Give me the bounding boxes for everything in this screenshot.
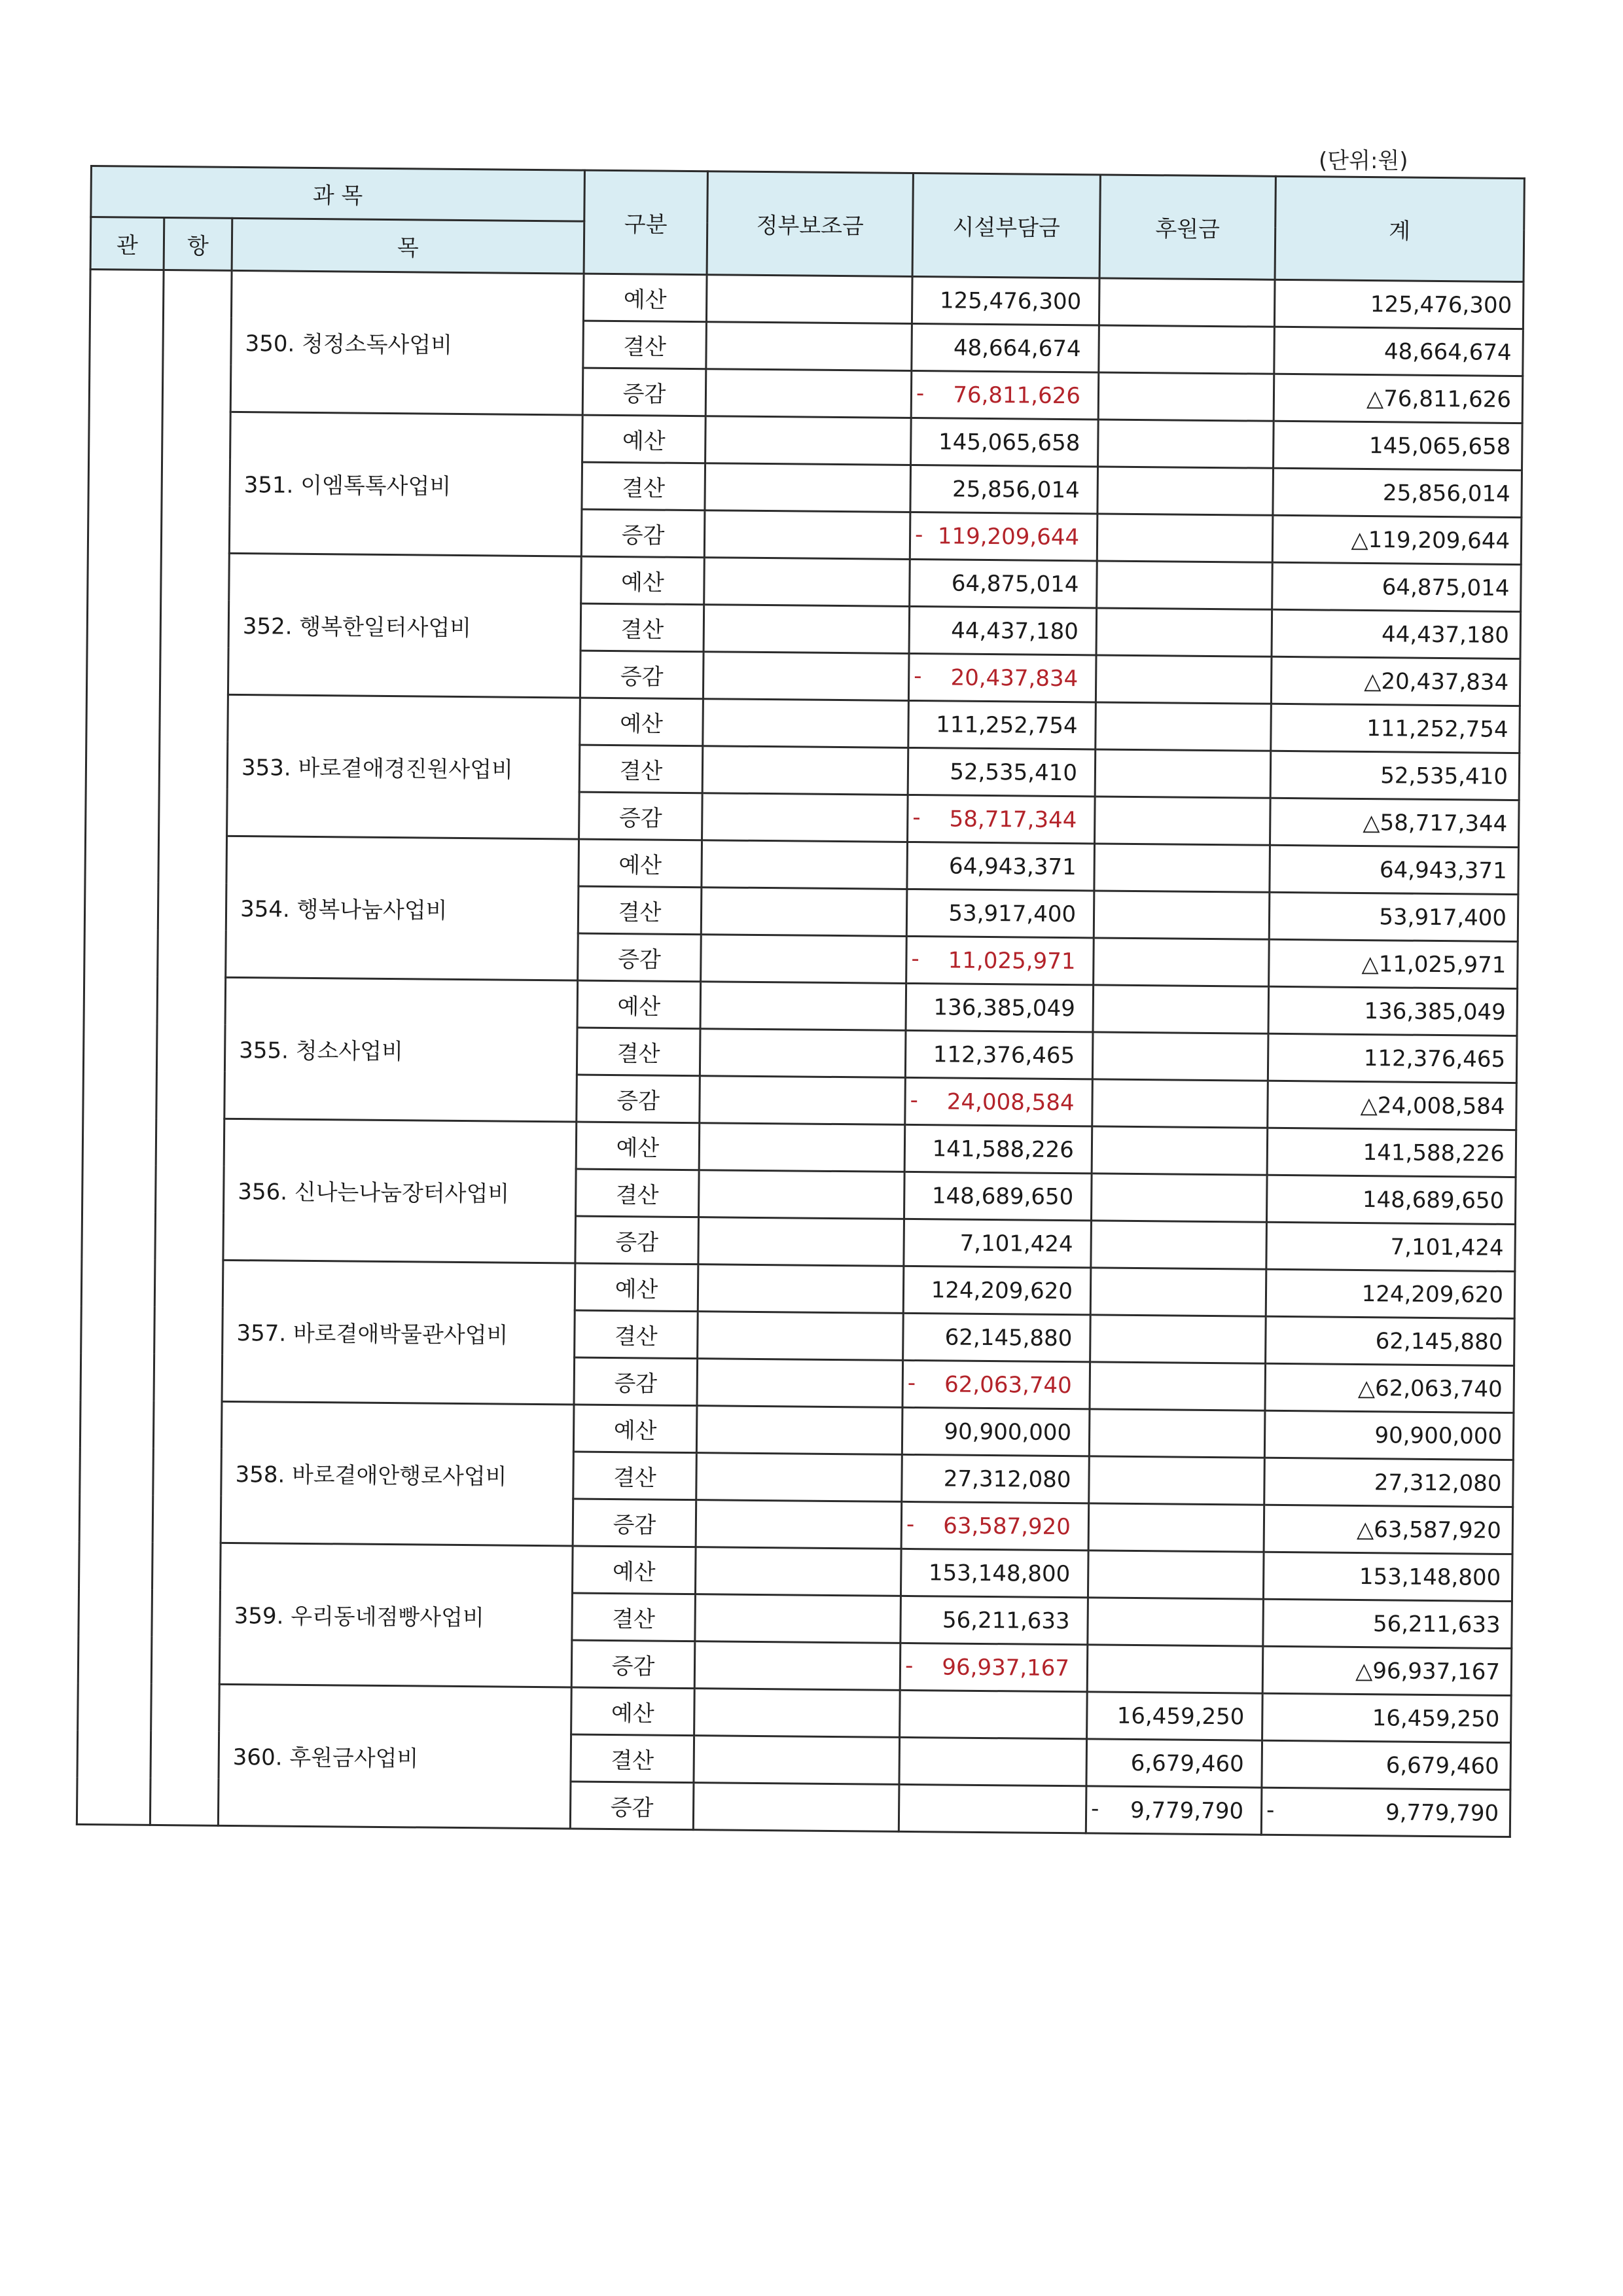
total-value: 125,476,300 [1370,291,1512,319]
facility-cell [912,323,1099,372]
donation-cell [1098,372,1274,421]
donation-cell [1088,1551,1264,1599]
table-header [90,166,1524,282]
facility-cell [909,606,1097,655]
facility-cell [912,276,1099,325]
total-cell [1264,1410,1514,1460]
facility-value: 112,376,465 [933,1041,1075,1069]
donation-cell [1089,1409,1265,1458]
government-subsidy-cell [698,1217,904,1266]
facility-value: 76,811,626 [953,382,1081,409]
total-value: 25,856,014 [1382,479,1510,507]
total-value: △20,437,834 [1364,668,1509,696]
government-subsidy-cell [696,1406,902,1455]
total-value: △24,008,584 [1360,1092,1505,1120]
total-value: 53,917,400 [1379,903,1507,931]
government-subsidy-cell [694,1689,901,1738]
gubun-cell: 결산 [575,1310,698,1359]
government-subsidy-cell [705,416,912,465]
hang-cell [150,270,232,1825]
facility-cell [906,936,1094,984]
government-subsidy-cell [703,699,909,748]
donation-cell [1088,1598,1264,1646]
header-donation: 후원금 [1099,175,1275,279]
total-value: △62,063,740 [1357,1374,1503,1403]
government-subsidy-cell [702,746,908,795]
gubun-cell: 결산 [571,1734,694,1783]
gubun-cell: 예산 [577,980,701,1029]
gubun-cell: 증감 [574,1357,698,1406]
facility-value: 62,145,880 [944,1323,1073,1352]
facility-cell [901,1501,1089,1550]
total-value: 48,664,674 [1383,338,1512,366]
mok-cell: 356. 신나는나눔장터사업비 [223,1119,577,1263]
facility-value: 7,101,424 [959,1230,1073,1257]
donation-cell [1092,1032,1268,1081]
mok-cell: 355. 청소사업비 [224,977,578,1122]
facility-cell [907,842,1095,890]
total-cell [1262,1646,1512,1695]
donation-cell [1094,938,1270,986]
donation-cell [1099,325,1275,374]
gubun-cell: 증감 [579,792,703,840]
facility-cell [902,1454,1090,1503]
total-cell [1269,939,1518,988]
total-value: 148,689,650 [1362,1186,1505,1214]
total-value: 141,588,226 [1363,1139,1505,1167]
gubun-cell: 증감 [580,651,704,699]
gubun-cell: 증감 [582,368,706,416]
facility-cell [906,983,1094,1031]
gubun-cell: 결산 [580,603,704,652]
minus-sign: - [1090,1795,1099,1822]
minus-sign: - [916,380,925,406]
gubun-cell: 증감 [577,1075,700,1123]
donation-cell [1096,608,1272,656]
facility-cell [910,559,1097,607]
donation-cell [1087,1645,1263,1693]
government-subsidy-cell [694,1641,901,1691]
government-subsidy-cell [705,369,912,418]
minus-sign: - [904,1652,914,1679]
total-cell [1267,1128,1516,1177]
gubun-cell: 결산 [583,321,707,369]
mok-cell: 357. 바로곁애박물관사업비 [222,1260,575,1405]
total-value: 145,065,658 [1368,432,1511,460]
mok-cell: 354. 행복나눔사업비 [226,836,579,980]
government-subsidy-cell [701,935,907,984]
gwan-cell [77,270,164,1825]
facility-value: 153,148,800 [928,1559,1071,1587]
total-cell [1264,1458,1514,1507]
government-subsidy-cell [699,1123,905,1172]
donation-cell [1090,1315,1266,1363]
government-subsidy-cell [702,840,908,889]
table-body [77,270,1524,1837]
total-value: 56,211,633 [1372,1610,1501,1638]
total-cell [1269,892,1518,941]
donation-cell [1096,702,1272,751]
government-subsidy-cell [700,982,906,1031]
donation-cell [1096,655,1272,704]
total-cell [1266,1316,1515,1365]
total-cell [1270,845,1519,894]
budget-table [76,165,1525,1838]
total-value: 64,943,371 [1379,856,1507,884]
facility-cell [905,1077,1093,1126]
donation-cell [1086,1739,1262,1787]
facility-cell [903,1313,1091,1361]
mok-cell: 353. 바로곁애경진원사업비 [227,694,580,839]
facility-cell [905,1030,1093,1079]
gubun-cell: 예산 [571,1687,695,1736]
total-cell [1274,327,1524,376]
donation-cell [1092,1079,1268,1128]
facility-cell [901,1549,1088,1597]
total-cell [1263,1599,1512,1648]
header-hang: 항 [164,217,232,270]
facility-cell [908,653,1096,702]
facility-value: 145,065,658 [938,428,1080,456]
gubun-cell: 증감 [575,1216,699,1265]
total-cell [1261,1787,1510,1837]
facility-cell [906,889,1094,937]
total-value: 153,148,800 [1359,1563,1501,1591]
total-value: 7,101,424 [1390,1233,1504,1261]
facility-cell [902,1407,1090,1456]
minus-sign: - [1266,1797,1275,1823]
total-value: 52,535,410 [1380,762,1508,790]
facility-value: 64,875,014 [951,570,1079,598]
donation-cell [1095,749,1271,798]
donation-cell [1095,797,1271,845]
facility-value: 141,588,226 [932,1135,1075,1163]
donation-cell [1094,891,1270,939]
facility-cell [899,1784,1086,1833]
total-value: △76,811,626 [1366,385,1512,413]
facility-value: 62,063,740 [944,1371,1072,1399]
total-value: △63,587,920 [1356,1516,1502,1544]
header-gubun: 구분 [584,170,707,275]
facility-value: 90,900,000 [944,1418,1072,1446]
government-subsidy-cell [694,1736,900,1785]
government-subsidy-cell [706,275,912,324]
government-subsidy-cell [704,511,910,560]
total-value: 16,459,250 [1372,1704,1500,1732]
facility-cell [900,1690,1088,1738]
government-subsidy-cell [704,605,910,654]
donation-cell [1087,1692,1263,1740]
gubun-cell: 결산 [577,1028,700,1076]
government-subsidy-cell [703,652,909,701]
total-cell [1270,751,1520,800]
total-value: 9,779,790 [1385,1799,1499,1827]
government-subsidy-cell [696,1453,902,1502]
gubun-cell: 예산 [576,1122,700,1170]
minus-sign: - [907,1369,916,1396]
gubun-cell: 결산 [579,745,703,793]
total-cell [1271,704,1520,753]
total-cell [1268,986,1518,1035]
facility-cell [911,370,1099,419]
government-subsidy-cell [695,1547,901,1596]
total-value: 62,145,880 [1375,1327,1503,1355]
gubun-cell: 증감 [578,933,702,982]
government-subsidy-cell [698,1265,904,1314]
facility-value: 148,689,650 [931,1182,1074,1210]
facility-value: 96,937,167 [942,1653,1070,1681]
header-gwan: 관 [90,217,164,270]
donation-cell [1097,467,1274,515]
facility-value: 44,437,180 [950,617,1079,645]
facility-cell [900,1643,1088,1691]
mok-cell: 350. 청정소독사업비 [230,270,584,415]
total-value: △96,937,167 [1355,1657,1501,1685]
total-value: 27,312,080 [1374,1469,1502,1497]
total-value: 44,437,180 [1381,620,1509,649]
facility-value: 25,856,014 [952,476,1080,503]
facility-value: 56,211,633 [942,1606,1070,1634]
minus-sign: - [914,521,923,548]
minus-sign: - [910,1086,919,1113]
header-facility-contribution: 시설부담금 [912,173,1100,278]
government-subsidy-cell [699,1170,905,1219]
mok-cell: 351. 이엠톡톡사업비 [229,412,582,556]
facility-value: 125,476,300 [939,287,1082,315]
mok-cell: 360. 후원금사업비 [218,1684,571,1829]
gubun-cell: 예산 [582,415,706,463]
total-value: 64,875,014 [1382,573,1510,601]
facility-cell [903,1266,1091,1314]
total-cell [1272,609,1521,658]
government-subsidy-cell [702,793,908,842]
gubun-cell: 결산 [582,462,705,511]
mok-cell: 358. 바로곁애안행로사업비 [221,1401,574,1546]
government-subsidy-cell [701,888,907,937]
minus-sign: - [914,662,922,689]
total-value: 111,252,754 [1366,715,1508,743]
facility-value: 20,437,834 [950,664,1079,692]
total-cell [1266,1269,1515,1318]
total-value: 136,385,049 [1364,997,1506,1026]
total-cell [1265,1363,1514,1412]
facility-cell [904,1172,1092,1220]
facility-value: 48,664,674 [953,334,1081,362]
header-mok: 목 [232,218,584,274]
government-subsidy-cell [693,1783,899,1832]
gubun-cell: 증감 [581,509,705,558]
donation-value: 6,679,460 [1130,1749,1244,1777]
gubun-cell: 증감 [571,1640,695,1689]
facility-value: 11,025,971 [948,946,1076,975]
gubun-cell: 증감 [570,1782,694,1830]
donation-cell [1088,1503,1264,1552]
total-cell [1264,1505,1513,1554]
donation-cell [1090,1362,1266,1410]
minus-sign: - [911,945,919,972]
facility-value: 136,385,049 [933,994,1075,1022]
facility-cell [904,1124,1092,1173]
gubun-cell: 예산 [575,1263,698,1312]
facility-cell [908,747,1096,796]
donation-cell [1097,514,1273,562]
total-value: △58,717,344 [1363,809,1508,837]
donation-cell [1090,1268,1266,1316]
gubun-cell: 결산 [578,886,702,935]
total-cell [1263,1552,1512,1601]
government-subsidy-cell [698,1312,904,1361]
government-subsidy-cell [700,1076,906,1125]
donation-cell [1086,1786,1262,1835]
total-cell [1272,562,1522,611]
total-cell [1266,1175,1516,1224]
government-subsidy-cell [696,1500,902,1549]
donation-value: 9,779,790 [1130,1797,1244,1824]
total-cell [1268,1081,1517,1130]
facility-cell [908,700,1096,749]
mok-cell: 359. 우리동네점빵사업비 [219,1543,573,1687]
gubun-cell: 예산 [579,839,702,888]
total-value: △119,209,644 [1351,526,1510,554]
donation-cell [1094,844,1270,892]
total-cell [1274,374,1523,423]
government-subsidy-cell [700,1029,906,1078]
total-cell [1262,1693,1512,1742]
total-cell [1268,1033,1517,1083]
government-subsidy-cell [695,1594,901,1643]
total-value: 6,679,460 [1385,1751,1499,1780]
total-value: 90,900,000 [1374,1422,1503,1450]
facility-cell [910,465,1098,513]
unit-label: (단위:원) [1319,148,1408,174]
donation-value: 16,459,250 [1116,1702,1245,1730]
total-cell [1274,279,1524,329]
header-total: 계 [1275,176,1524,281]
gubun-cell: 예산 [573,1405,697,1453]
donation-cell [1099,278,1275,327]
gubun-cell: 결산 [572,1593,696,1641]
facility-cell [904,1219,1092,1267]
facility-value: 124,209,620 [931,1276,1073,1304]
facility-cell [911,418,1099,466]
facility-cell [902,1360,1090,1408]
gubun-cell: 예산 [581,556,705,605]
mok-cell: 352. 행복한일터사업비 [228,553,581,698]
facility-value: 24,008,584 [946,1088,1075,1116]
gubun-cell: 결산 [573,1452,697,1500]
total-cell [1262,1740,1511,1789]
total-cell [1274,421,1523,470]
donation-cell [1091,1174,1267,1222]
facility-cell [899,1737,1087,1785]
facility-value: 58,717,344 [949,805,1077,833]
facility-cell [910,512,1097,560]
gubun-cell: 결산 [576,1169,700,1217]
government-subsidy-cell [706,322,912,371]
facility-value: 53,917,400 [948,899,1077,927]
total-cell [1272,515,1522,564]
total-cell [1270,798,1519,847]
minus-sign: - [906,1511,915,1537]
facility-value: 63,587,920 [943,1512,1071,1540]
minus-sign: - [912,804,921,831]
facility-value: 64,943,371 [948,852,1077,880]
donation-cell [1097,561,1273,609]
donation-cell [1089,1456,1265,1505]
total-value: 112,376,465 [1363,1045,1506,1073]
donation-cell [1091,1221,1267,1269]
total-cell [1271,656,1520,706]
header-government-subsidy: 정부보조금 [707,171,913,277]
government-subsidy-cell [704,558,910,607]
donation-cell [1092,1126,1268,1175]
donation-cell [1093,985,1269,1033]
total-cell [1273,468,1522,517]
total-value: △11,025,971 [1361,950,1507,978]
total-value: 124,209,620 [1361,1280,1504,1308]
gubun-cell: 증감 [573,1499,696,1547]
facility-value: 119,209,644 [937,522,1080,550]
facility-cell [908,795,1096,843]
government-subsidy-cell [697,1359,903,1408]
government-subsidy-cell [705,463,911,512]
header-gwamok: 과 목 [91,166,585,222]
facility-value: 27,312,080 [943,1465,1071,1493]
donation-cell [1098,420,1274,468]
facility-value: 111,252,754 [936,711,1078,739]
facility-cell [901,1596,1088,1644]
total-cell [1266,1222,1516,1271]
gubun-cell: 예산 [580,698,704,746]
gubun-cell: 예산 [583,274,707,322]
gubun-cell: 예산 [572,1546,696,1594]
facility-value: 52,535,410 [950,758,1078,786]
